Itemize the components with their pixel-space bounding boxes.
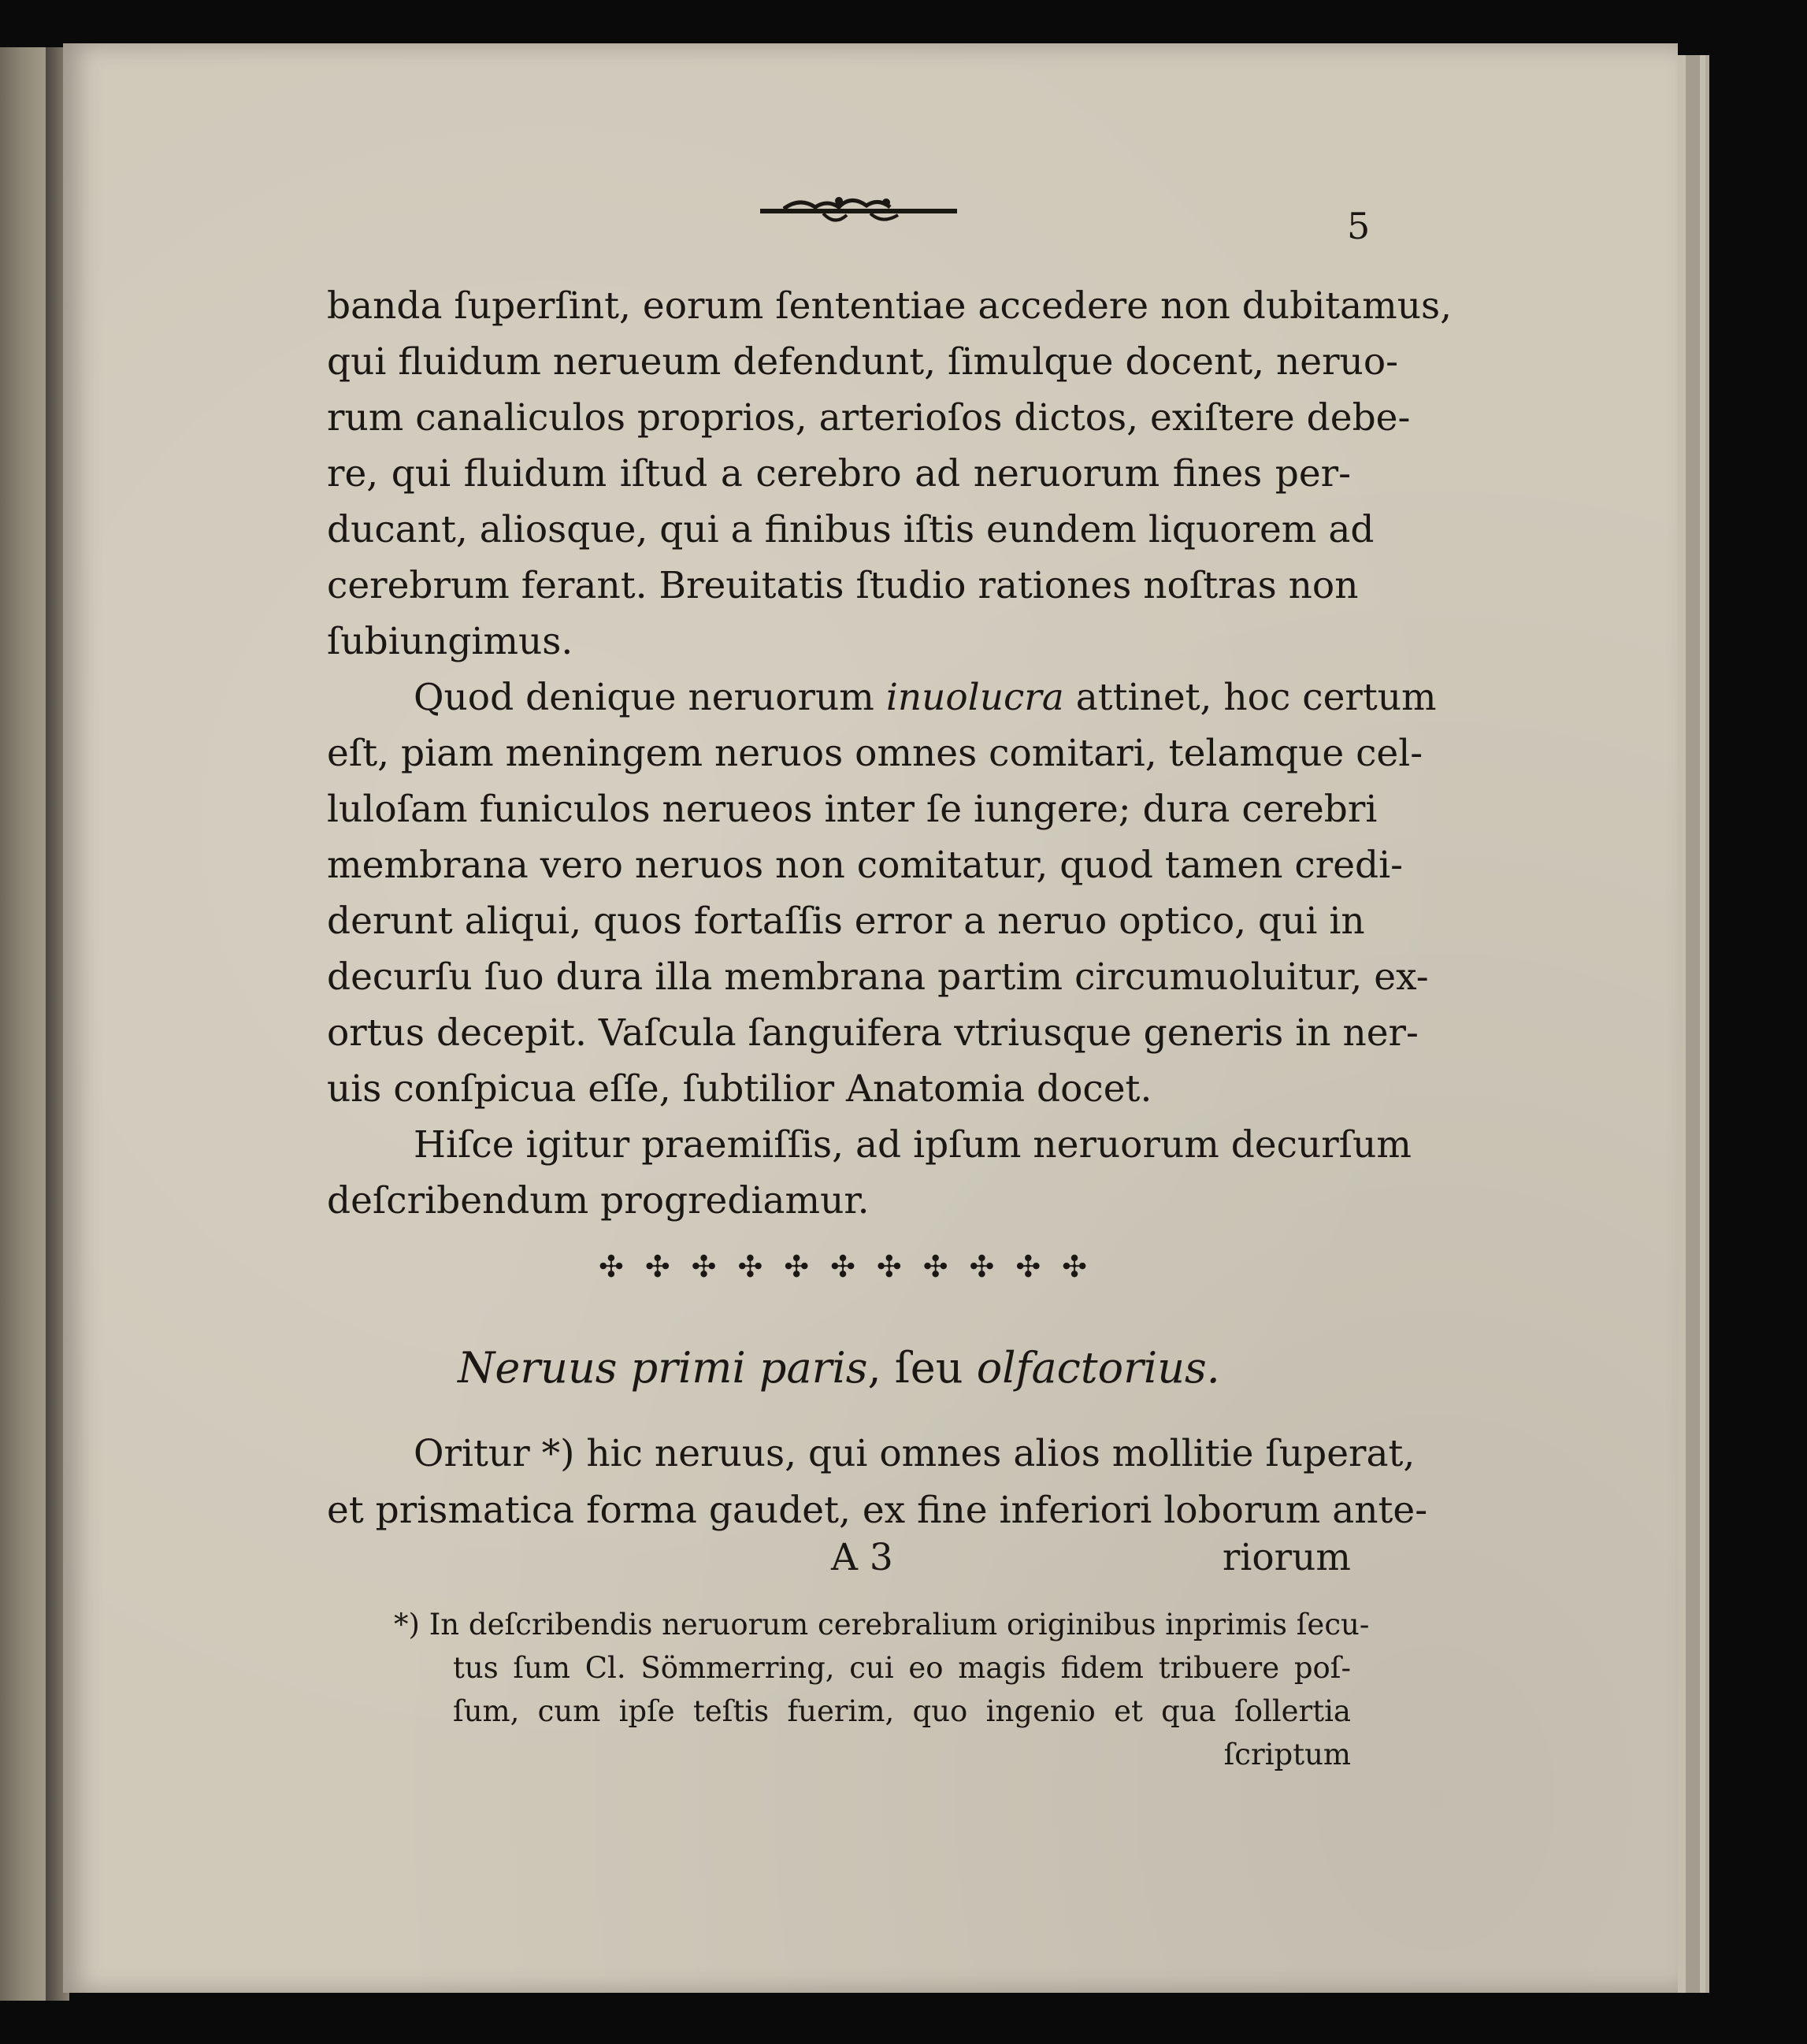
text-line: rum canaliculos proprios, arterioſos dictos, exiſtere debe- <box>327 396 1411 440</box>
flower-ornament-icon: ✣ <box>1062 1249 1087 1284</box>
book-page <box>63 43 1678 1993</box>
heading-italic: Neruus primi paris <box>458 1343 868 1393</box>
text-line: qui fluidum nerueum defendunt, ſimulque docent, neruo- <box>327 340 1398 384</box>
text-line: cerebrum ferant. Breuitatis ſtudio rationes noſtras non <box>327 564 1359 607</box>
ornament-divider <box>599 1249 1087 1284</box>
right-page-edge-shadow <box>1686 55 1700 1993</box>
footnote-line: tus ſum Cl. Sömmerring, cui eo magis fidem tribuere poſ- <box>453 1651 1351 1685</box>
text-line: decurſu ſuo dura illa membrana partim circumuoluitur, ex- <box>327 955 1429 999</box>
footnote-line: ſum, cum ipſe teſtis fuerim, quo ingenio et qua ſollertia <box>453 1694 1351 1728</box>
paragraph-2-first-line <box>327 670 1437 725</box>
flower-ornament-icon: ✣ <box>599 1249 624 1284</box>
paragraph-1 <box>327 278 1453 1229</box>
text-line: Hiſce igitur praemiſſis, ad ipſum neruorum decurſum <box>414 1123 1412 1167</box>
flower-ornament-icon: ✣ <box>644 1249 670 1284</box>
flower-ornament-icon: ✣ <box>784 1249 810 1284</box>
heading-italic: olfactorius. <box>976 1343 1220 1393</box>
footnote <box>394 1603 1370 1776</box>
footnote-line: ſcriptum <box>1223 1738 1351 1771</box>
text-line: et prismatica forma gaudet, ex fine inferiori loborum ante- <box>327 1489 1428 1532</box>
text-line: banda ſuperſint, eorum ſententiae accedere non dubitamus, <box>327 284 1453 328</box>
catchword: riorum <box>1222 1536 1351 1579</box>
flower-ornament-icon: ✣ <box>922 1249 948 1284</box>
section-heading <box>327 1343 1351 1393</box>
text-line: membrana vero neruos non comitatur, quod tamen credi- <box>327 844 1404 887</box>
flower-ornament-icon: ✣ <box>830 1249 855 1284</box>
text-line: derunt aliqui, quos fortaſſis error a neruo optico, qui in <box>327 900 1365 943</box>
page-number: 5 <box>1347 205 1371 247</box>
text-line: uis conſpicua eſſe, ſubtilior Anatomia docet. <box>327 1067 1152 1111</box>
text-line: ſubiungimus. <box>327 620 573 663</box>
flower-ornament-icon: ✣ <box>876 1249 902 1284</box>
text-line: ortus decepit. Vaſcula ſanguifera vtriusque generis in ner- <box>327 1011 1419 1055</box>
text-run: attinet, hoc certum <box>1063 676 1437 719</box>
text-line: eſt, piam meningem neruos omnes comitari, telamque cel- <box>327 732 1423 775</box>
flower-ornament-icon: ✣ <box>691 1249 717 1284</box>
footnote-line: *) In deſcribendis neruorum cerebralium originibus inprimis ſecu- <box>394 1608 1370 1642</box>
paragraph-4 <box>327 1426 1428 1539</box>
text-run: Quod denique neruorum <box>414 676 886 719</box>
text-line: ducant, aliosque, qui a finibus iſtis eundem liquorem ad <box>327 508 1375 551</box>
heading-plain: , ſeu <box>867 1343 977 1393</box>
signature-mark: A 3 <box>831 1536 893 1579</box>
text-line: re, qui fluidum iſtud a cerebro ad neruorum fines per- <box>327 452 1351 495</box>
italic-term: inuolucra <box>885 676 1064 719</box>
flower-ornament-icon: ✣ <box>737 1249 763 1284</box>
text-line: deſcribendum progrediamur. <box>327 1179 870 1222</box>
text-line: luloſam funiculos nerueos inter ſe iungere; dura cerebri <box>327 788 1378 831</box>
flower-ornament-icon: ✣ <box>1015 1249 1041 1284</box>
text-line: Oritur *) hic neruus, qui omnes alios mollitie ſuperat, <box>414 1432 1416 1475</box>
headpiece-ornament-icon <box>760 193 957 232</box>
signature-line <box>327 1536 1351 1591</box>
flower-ornament-icon: ✣ <box>969 1249 995 1284</box>
